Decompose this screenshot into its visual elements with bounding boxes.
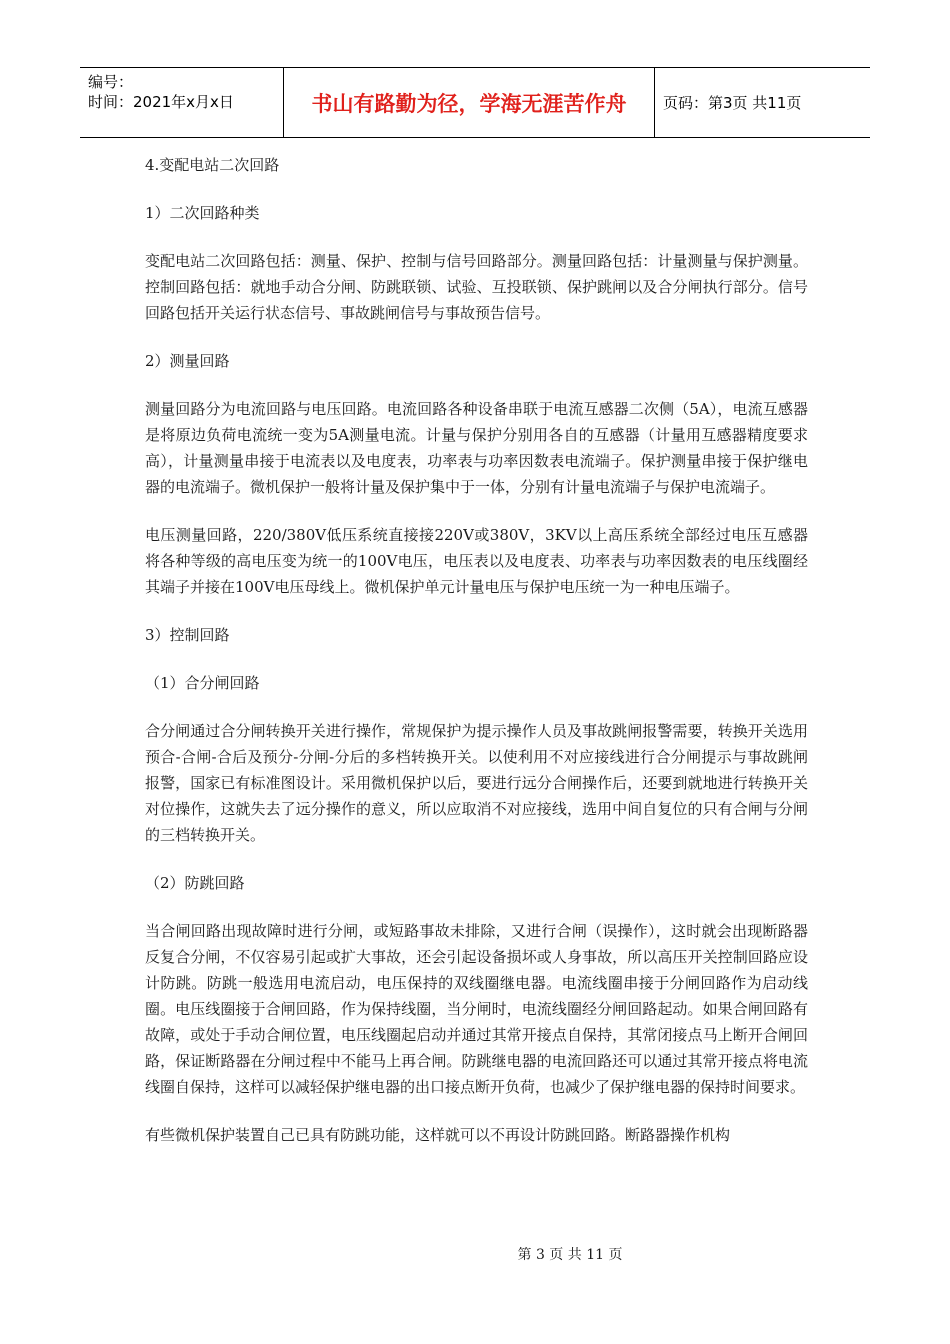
time-label: 时间：2021年x月x日: [88, 93, 234, 111]
header-motto: 书山有路勤为径，学海无涯苦作舟: [283, 68, 655, 137]
paragraph-3: 电压测量回路，220/380V低压系统直接接220V或380V，3KV以上高压系统全部经过电压互感器将各种等级的高电压变为统一的100V电压，电压表以及电度表、功率表与功率因数表的电压线圈经其端子并接在100V电压母线上。微机保护单元计量电压与保护电压统一为一种电压端子。: [145, 526, 808, 596]
subsection-title-3a: （1）合分闸回路: [145, 674, 260, 692]
header-page-info: 页码：第3页 共11页: [663, 94, 802, 112]
page-header: [80, 67, 870, 138]
paragraph-2: 测量回路分为电流回路与电压回路。电流回路各种设备串联于电流互感器二次侧（5A），电流互感器是将原边负荷电流统一变为5A测量电流。计量与保护分别用各自的互感器（计量用互感器精度要求高），计量测量串接于电流表以及电度表，功率表与功率因数表电流端子。保护测量串接于保护继电器的电流端子。微机保护一般将计量及保护集中于一体，分别有计量电流端子与保护电流端子。: [145, 400, 808, 496]
number-label: 编号：: [88, 73, 134, 91]
subsection-title-3: 3）控制回路: [145, 626, 230, 644]
paragraph-4: 合分闸通过合分闸转换开关进行操作，常规保护为提示操作人员及事故跳闸报警需要，转换开关选用预合-合闸-合后及预分-分闸-分后的多档转换开关。以使利用不对应接线进行合分闸提示与事故跳闸报警，国家已有标准图设计。采用微机保护以后，要进行远分合闸操作后，还要到就地进行转换开关对位操作，这就失去了远分操作的意义，所以应取消不对应接线，选用中间自复位的只有合闸与分闸的三档转换开关。: [145, 722, 808, 844]
header-meta: [80, 68, 283, 137]
page-footer: 第 3 页 共 11 页: [517, 1247, 623, 1263]
document-body: [145, 152, 808, 1148]
paragraph-6: 有些微机保护装置自己已具有防跳功能，这样就可以不再设计防跳回路。断路器操作机构: [145, 1126, 731, 1144]
paragraph-1: 变配电站二次回路包括：测量、保护、控制与信号回路部分。测量回路包括：计量测量与保护测量。控制回路包括：就地手动合分闸、防跳联锁、试验、互投联锁、保护跳闸以及合分闸执行部分。信号回路包括开关运行状态信号、事故跳闸信号与事故预告信号。: [145, 252, 808, 322]
subsection-title-2: 2）测量回路: [145, 352, 230, 370]
subsection-title-1: 1）二次回路种类: [145, 204, 260, 222]
paragraph-5: 当合闸回路出现故障时进行分闸，或短路事故未排除，又进行合闸（误操作），这时就会出现断路器反复合分闸，不仅容易引起或扩大事故，还会引起设备损坏或人身事故，所以高压开关控制回路应设计防跳。防跳一般选用电流启动，电压保持的双线圈继电器。电流线圈串接于分闸回路作为启动线圈。电压线圈接于合闸回路，作为保持线圈，当分闸时，电流线圈经分闸回路起动。如果合闸回路有故障，或处于手动合闸位置，电压线圈起启动并通过其常开接点自保持，其常闭接点马上断开合闸回路，保证断路器在分闸过程中不能马上再合闸。防跳继电器的电流回路还可以通过其常开接点将电流线圈自保持，这样可以减轻保护继电器的出口接点断开负荷，也减少了保护继电器的保持时间要求。: [145, 922, 808, 1096]
subsection-title-3b: （2）防跳回路: [145, 874, 245, 892]
section-title: 4.变配电站二次回路: [145, 156, 280, 174]
